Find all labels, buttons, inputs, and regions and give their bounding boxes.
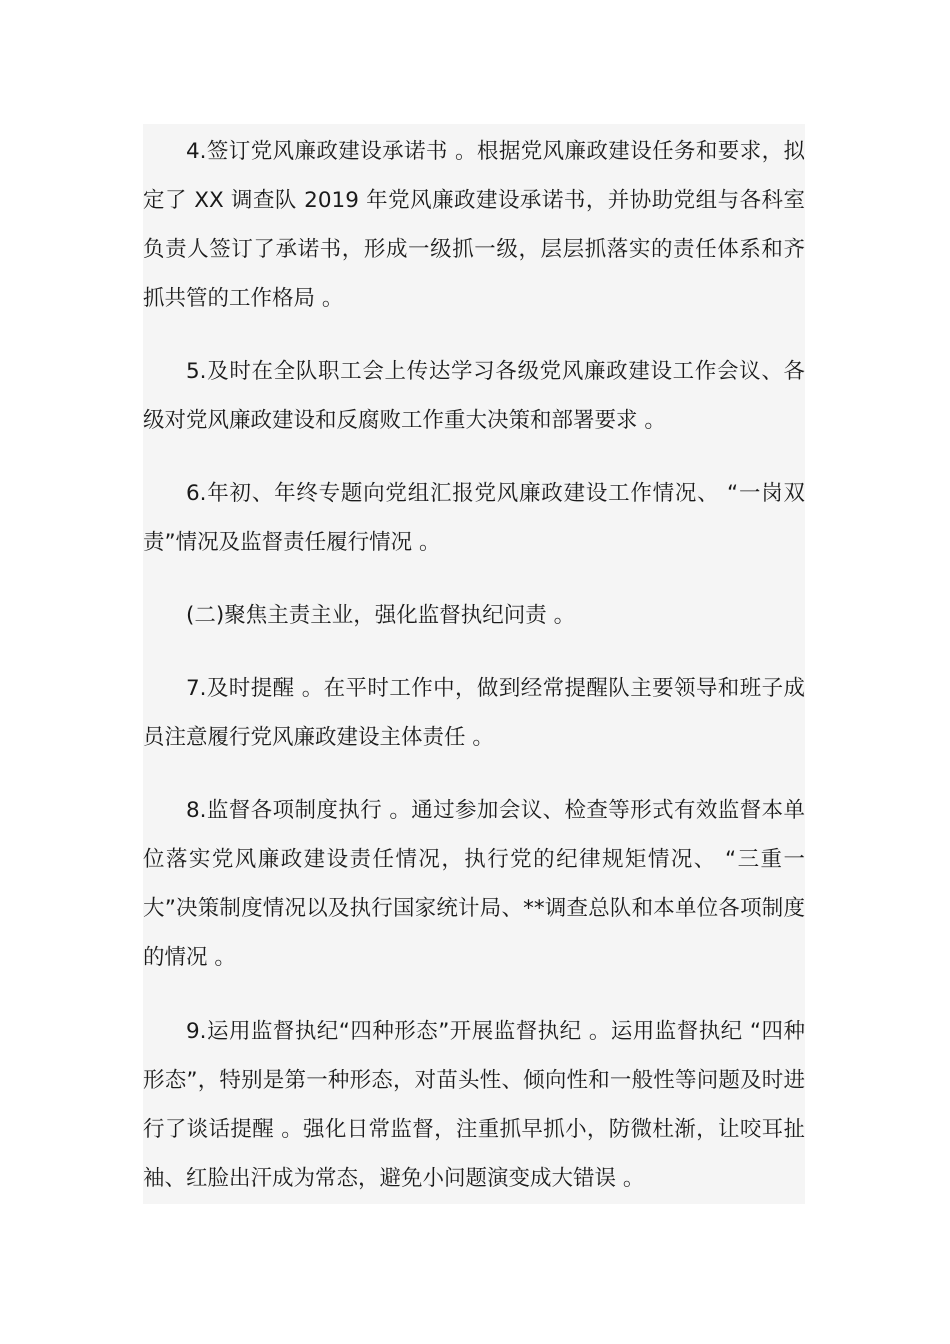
paragraph-line: 员注意履行党风廉政建设主体责任 。 bbox=[143, 725, 494, 750]
paragraph-line: 6.年初、年终专题向党组汇报党风廉政建设工作情况、 “一岗双 bbox=[186, 481, 805, 506]
section-heading-2 bbox=[143, 591, 805, 640]
paragraph-line: 级对党风廉政建设和反腐败工作重大决策和部署要求 。 bbox=[143, 408, 666, 433]
paragraph-6-report-to-party-group bbox=[143, 469, 805, 567]
paragraph-line: 大”决策制度情况以及执行国家统计局、**调查总队和本单位各项制 bbox=[143, 896, 784, 921]
paragraph-9-four-forms bbox=[143, 1007, 805, 1203]
paragraph-5-convey-meetings bbox=[143, 347, 805, 445]
paragraph-line: 负责人签订了承诺书，形成一级抓一级，层层抓落实的责任体系和齐 bbox=[143, 237, 805, 262]
paragraph-line: “四种形态”，特别是第一种形态，对苗头性、倾向性和一般性等问 bbox=[143, 1019, 805, 1093]
paragraph-line: 位落实党风廉政建设责任情况，执行党的纪律规矩情况、 “三重一 bbox=[143, 847, 805, 872]
paragraph-line: 咬耳扯袖、红脸出汗成为常态，避免小问题演变成大错误 。 bbox=[143, 1117, 805, 1191]
paragraph-line: 7.及时提醒 。在平时工作中，做到经常提醒队主要领导和班子成 bbox=[186, 676, 805, 701]
paragraph-line: 责”情况及监督责任履行情况 。 bbox=[143, 530, 441, 555]
paragraph-line: 9.运用监督执纪“四种形态”开展监督执纪 。运用监督执纪 bbox=[186, 1019, 743, 1044]
paragraph-line: 度的情况 。 bbox=[143, 896, 805, 970]
paragraph-line: (二)聚焦主责主业，强化监督执纪问责 。 bbox=[186, 603, 576, 628]
paragraph-7-timely-reminder bbox=[143, 664, 805, 762]
paragraph-line: 4.签订党风廉政建设承诺书 。根据党风廉政建设任务和要求，拟 bbox=[186, 139, 805, 164]
paragraph-line: 定了 XX 调查队 2019 年党风廉政建设承诺书，并协助党组与各科室 bbox=[143, 188, 805, 213]
paragraph-line: 8.监督各项制度执行 。通过参加会议、检查等形式有效监督本单 bbox=[186, 798, 805, 823]
paragraph-4-sign-commitment bbox=[143, 127, 805, 323]
paragraph-8-supervise-systems bbox=[143, 786, 805, 982]
paragraph-line: 抓共管的工作格局 。 bbox=[143, 286, 344, 311]
paragraph-line: 题及时进行了谈话提醒 。强化日常监督，注重抓早抓小，防微杜渐，让 bbox=[143, 1068, 805, 1142]
paragraph-line: 5.及时在全队职工会上传达学习各级党风廉政建设工作会议、各 bbox=[186, 359, 805, 384]
